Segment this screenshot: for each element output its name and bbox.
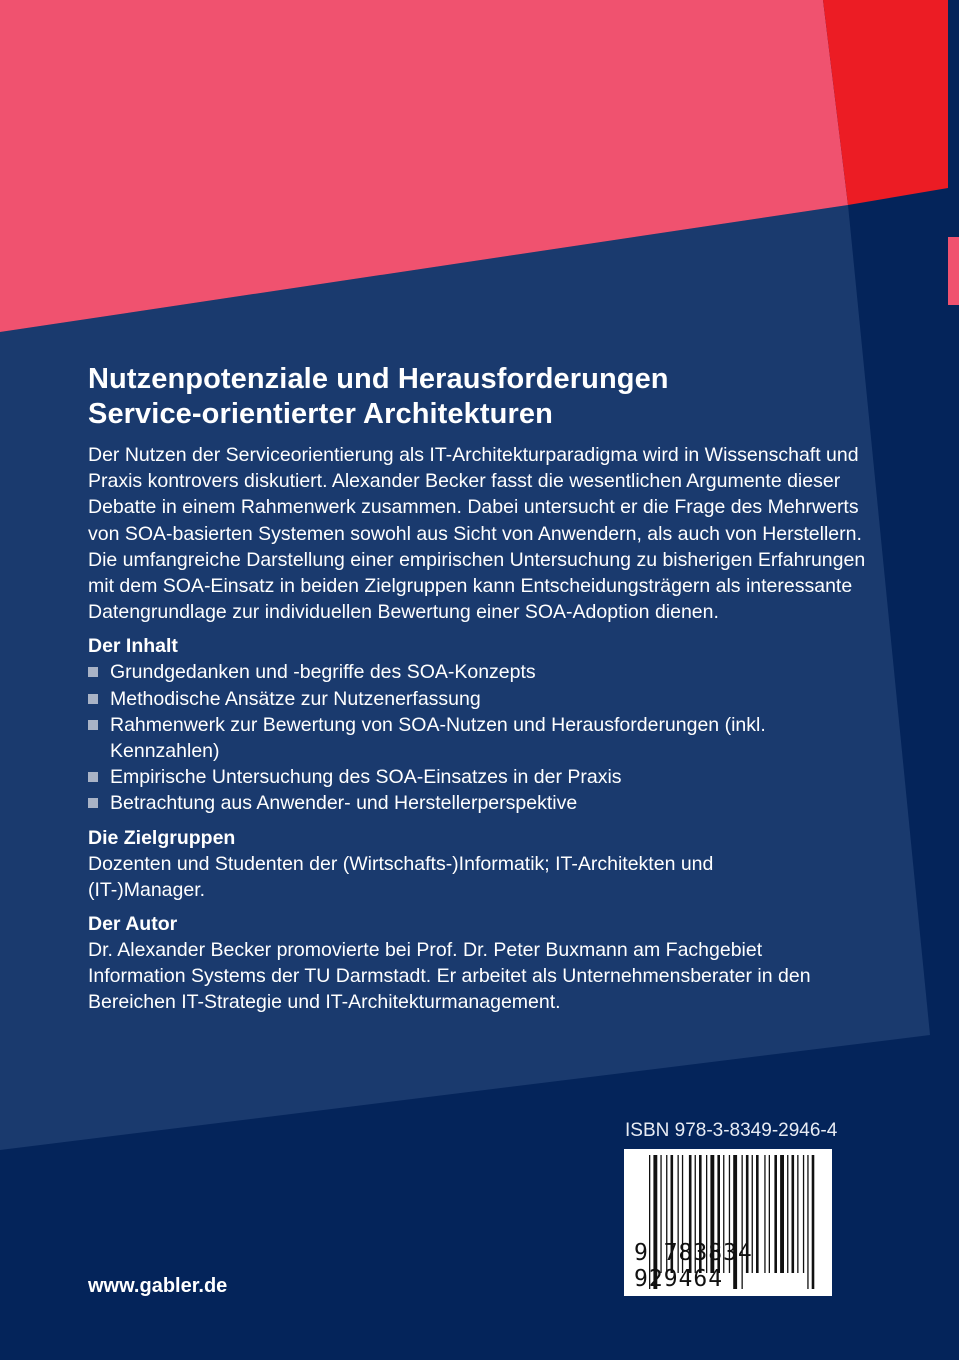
list-item bbox=[88, 790, 868, 816]
list-item-text: Grundgedanken und -begriffe des SOA-Konzepts bbox=[110, 661, 536, 684]
audience-text: Dozenten und Studenten der (Wirtschafts-)Informatik; IT-Architekten und (IT-)Manager. bbox=[88, 852, 714, 901]
list-item bbox=[88, 764, 868, 790]
list-item bbox=[88, 712, 868, 764]
author-heading: Der Autor bbox=[88, 913, 178, 936]
list-item bbox=[88, 686, 868, 712]
bullet-square-icon bbox=[88, 720, 98, 730]
title-line-2: Service-orientierter Architekturen bbox=[88, 398, 553, 430]
book-title bbox=[88, 362, 868, 432]
list-item-text: Rahmenwerk zur Bewertung von SOA-Nutzen und Herausforderungen (inkl. Kennzahlen) bbox=[110, 713, 766, 763]
contents-list bbox=[88, 659, 868, 816]
pink-spine-mark bbox=[948, 237, 959, 305]
contents-heading: Der Inhalt bbox=[88, 635, 178, 658]
author-text: Dr. Alexander Becker promovierte bei Prof. Dr. Peter Buxmann am Fachgebiet Information Systems der TU Darmstadt. Er arbeitet als Unternehmensberater in den Bereichen IT-Strategie und IT-Architekturmanagement. bbox=[88, 939, 811, 1014]
cover-text bbox=[88, 362, 868, 1016]
list-item bbox=[88, 659, 868, 685]
publisher-url: www.gabler.de bbox=[88, 1275, 228, 1297]
barcode bbox=[624, 1149, 832, 1296]
list-item-text: Empirische Untersuchung des SOA-Einsatzes in der Praxis bbox=[110, 766, 622, 789]
list-item-text: Methodische Ansätze zur Nutzenerfassung bbox=[110, 687, 481, 710]
intro-paragraph: Der Nutzen der Serviceorientierung als IT-Architekturparadigma wird in Wissenschaft und Praxis kontrovers diskutiert. Alexander Becker fasst die wesentlichen Argumente dieser Debatte in einem Rahmenwerk zusammen. Dabei untersucht er die Frage des Mehrwerts von SOA-basierten Systemen sowohl aus Sicht von Anwendern, als auch von Herstellern. Die umfangreiche Darstellung einer empirischen Untersuchung zu bisherigen Erfahrungen mit dem SOA-Einsatz in beiden Zielgruppen kann Entscheidungsträgern als interessante Datengrundlage zur individuellen Bewertung einer SOA-Adoption dienen. bbox=[88, 444, 866, 624]
bullet-square-icon bbox=[88, 694, 98, 704]
audience-heading: Die Zielgruppen bbox=[88, 826, 236, 849]
list-item-text: Betrachtung aus Anwender- und Herstellerperspektive bbox=[110, 792, 578, 815]
isbn-label: ISBN 978-3-8349-2946-4 bbox=[625, 1120, 838, 1141]
bullet-square-icon bbox=[88, 772, 98, 782]
barcode-digits: 9 783834 929464 bbox=[634, 1240, 753, 1292]
bullet-square-icon bbox=[88, 667, 98, 677]
title-line-1: Nutzenpotenziale und Herausforderungen bbox=[88, 363, 669, 395]
bullet-square-icon bbox=[88, 798, 98, 808]
